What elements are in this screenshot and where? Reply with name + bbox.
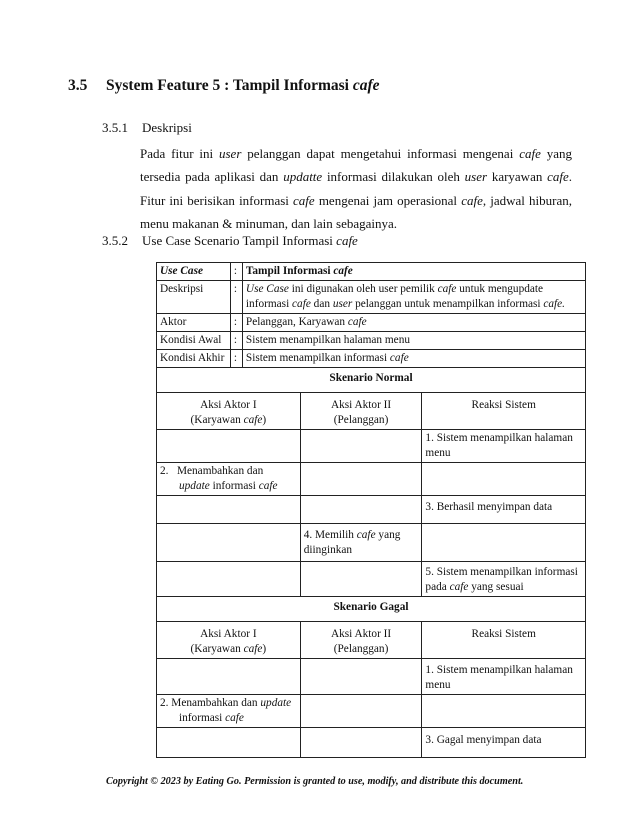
usecase-table: [156, 262, 586, 758]
gagal-step-3: 3. Gagal menyimpan data: [422, 728, 586, 758]
table-row: Deskripsi : Use Case ini digunakan oleh user pemilik cafe untuk mengupdate informasi cafe dan user pelanggan untuk menampilkan informasi cafe.: [157, 281, 586, 314]
table-row: [157, 597, 586, 622]
kondisi-akhir-value: Sistem menampilkan informasi cafe: [242, 350, 585, 368]
kondisi-awal-label: Kondisi Awal: [157, 332, 231, 350]
kondisi-akhir-label: Kondisi Akhir: [157, 350, 231, 368]
table-row: [157, 622, 586, 659]
table-row: [157, 463, 586, 496]
table-row: [157, 562, 586, 597]
col-aktor-1: Aksi Aktor I (Karyawan cafe): [157, 393, 301, 430]
subsection-heading-deskripsi: [102, 120, 192, 136]
section-heading: [68, 77, 380, 95]
usecase-value: Tampil Informasi cafe: [242, 263, 585, 281]
table-row: [157, 393, 586, 430]
subsection-title-italic: cafe: [336, 233, 358, 248]
deskripsi-label: Deskripsi: [157, 281, 231, 314]
aktor-value: Pelanggan, Karyawan cafe: [242, 314, 585, 332]
gagal-step-2: 2. Menambahkan dan update informasi cafe: [157, 695, 301, 728]
col-aktor-2: Aksi Aktor II (Pelanggan): [300, 393, 422, 430]
aktor-label: Aktor: [157, 314, 231, 332]
kondisi-awal-value: Sistem menampilkan halaman menu: [242, 332, 585, 350]
table-row: [157, 524, 586, 562]
gagal-step-1: 1. Sistem menampilkan halaman menu: [422, 659, 586, 695]
copyright-footer: Copyright © 2023 by Eating Go. Permission is granted to use, modify, and distribute this document.: [106, 776, 524, 787]
normal-step-5: 5. Sistem menampilkan informasi pada cafe yang sesuai: [422, 562, 586, 597]
subsection-number: 3.5.2: [102, 233, 128, 248]
skenario-normal-title: Skenario Normal: [157, 368, 586, 393]
table-row: Kondisi Akhir : Sistem menampilkan informasi cafe: [157, 350, 586, 368]
normal-step-4: 4. Memilih cafe yang diinginkan: [300, 524, 422, 562]
usecase-label: Use Case: [157, 263, 231, 281]
table-row: Aktor : Pelanggan, Karyawan cafe: [157, 314, 586, 332]
section-title-italic: cafe: [352, 77, 380, 94]
table-row: [157, 430, 586, 463]
section-title: System Feature 5 : Tampil Informasi: [106, 77, 353, 94]
subsection-number: 3.5.1: [102, 120, 128, 135]
normal-step-2: 2. Menambahkan dan update informasi cafe: [157, 463, 301, 496]
table-row: [157, 695, 586, 728]
description-paragraph: Pada fitur ini user pelanggan dapat mengetahui informasi mengenai cafe yang tersedia pada aplikasi dan updatte informasi dilakukan oleh user karyawan cafe. Fitur ini berisikan informasi cafe mengenai jam operasional cafe, jadwal hiburan, menu makanan & minuman, dan lain sebagainya.: [140, 146, 573, 232]
table-row: [157, 728, 586, 758]
subsection-title: Use Case Scenario Tampil Informasi: [142, 233, 337, 248]
table-row: [157, 659, 586, 695]
subsection-heading-usecase: [102, 233, 358, 249]
col-reaksi-sistem: Reaksi Sistem: [422, 622, 586, 659]
col-reaksi-sistem: Reaksi Sistem: [422, 393, 586, 430]
table-row: Kondisi Awal : Sistem menampilkan halaman menu: [157, 332, 586, 350]
normal-step-3: 3. Berhasil menyimpan data: [422, 496, 586, 524]
deskripsi-value: Use Case ini digunakan oleh user pemilik cafe untuk mengupdate informasi cafe dan user pelanggan untuk menampilkan informasi cafe.: [242, 281, 585, 314]
col-aktor-1: Aksi Aktor I (Karyawan cafe): [157, 622, 301, 659]
subsection-title: Deskripsi: [142, 120, 192, 135]
table-row: [157, 368, 586, 393]
col-aktor-2: Aksi Aktor II (Pelanggan): [300, 622, 422, 659]
normal-step-1: 1. Sistem menampilkan halaman menu: [422, 430, 586, 463]
table-row: Use Case : Tampil Informasi cafe: [157, 263, 586, 281]
table-row: [157, 496, 586, 524]
section-number: 3.5: [68, 77, 88, 94]
skenario-gagal-title: Skenario Gagal: [157, 597, 586, 622]
